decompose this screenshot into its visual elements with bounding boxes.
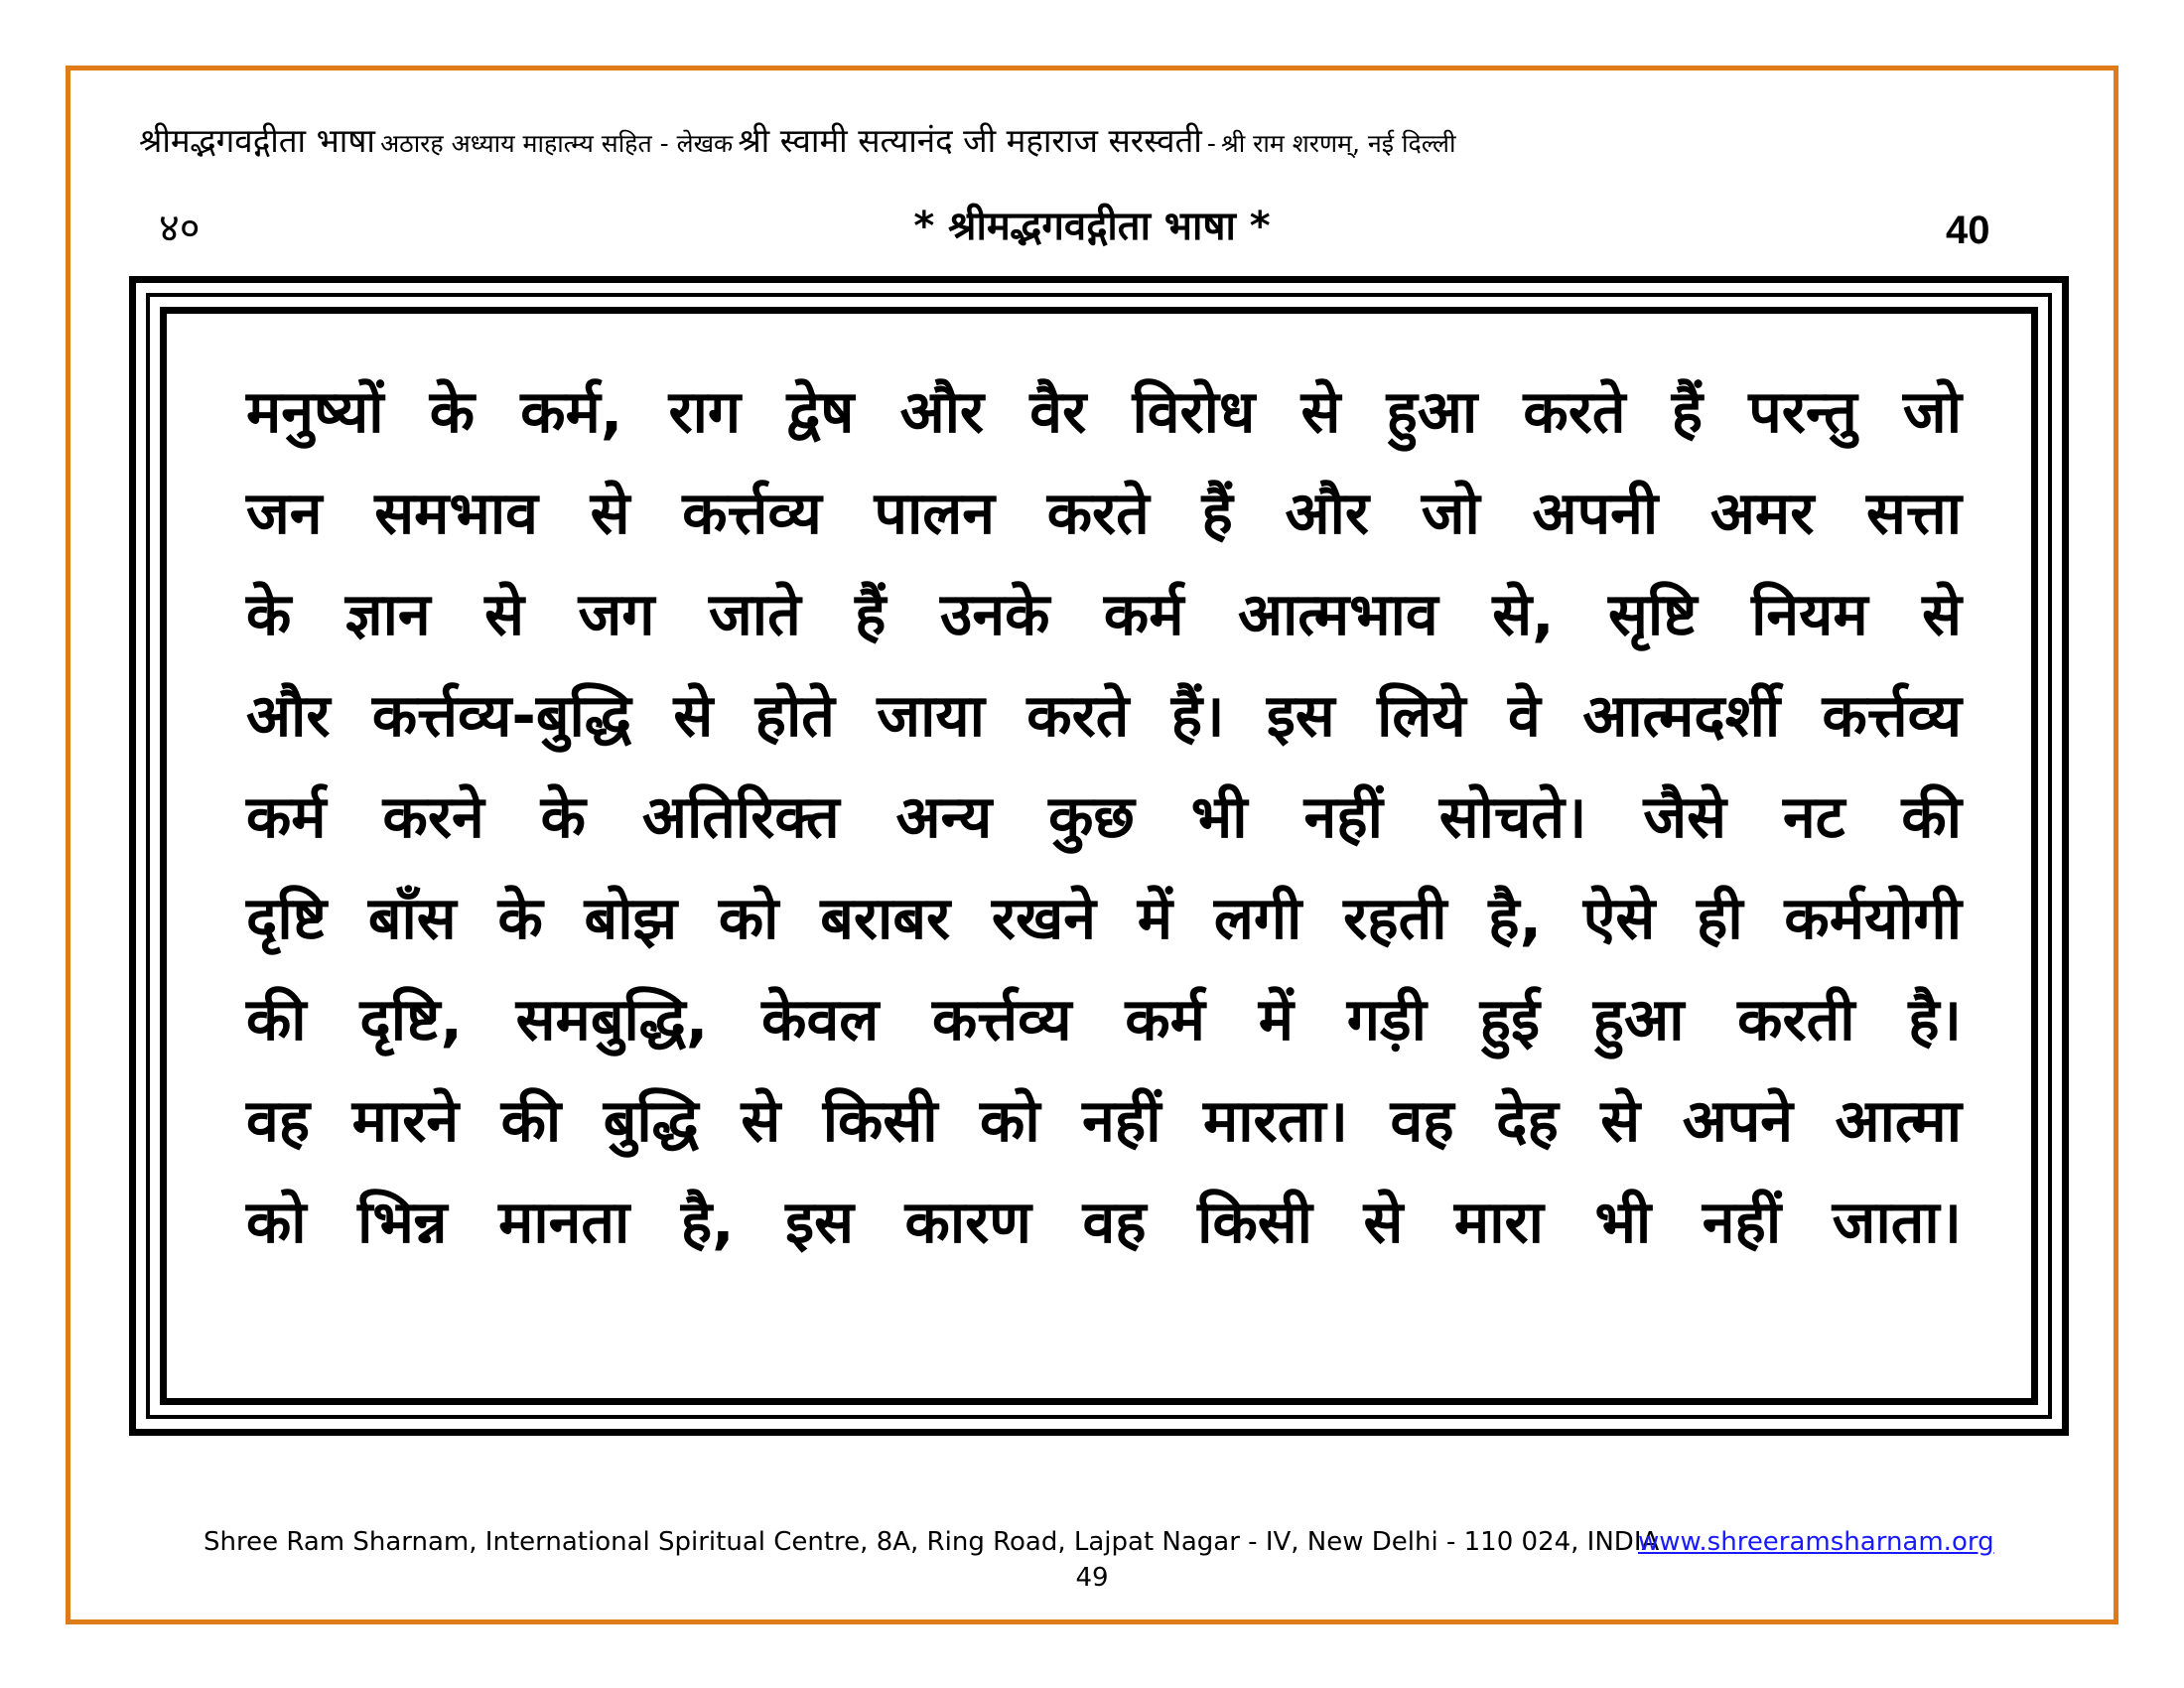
- passage-border-outer: [129, 276, 2069, 1436]
- header-author: श्री स्वामी सत्यानंद जी महाराज सरस्वती: [738, 121, 1202, 160]
- header-title-main: श्रीमद्भगवद्गीता भाषा: [139, 121, 375, 160]
- footer-page-number: 49: [1075, 1563, 1109, 1593]
- passage-line: वह मारने की बुद्धि से किसी को नहीं मारता। वह देह से अपने आत्मा: [246, 1086, 1962, 1155]
- page-title: * श्रीमद्भगवद्गीता भाषा *: [913, 204, 1271, 249]
- passage-border-inner: [160, 307, 2038, 1405]
- passage-line: मनुष्यों के कर्म, राग द्वेष और वैर विरोध से हुआ करते हैं परन्तु जो: [246, 377, 1962, 446]
- page-number-devanagari: ४०: [159, 206, 201, 251]
- passage-line: दृष्टि बाँस के बोझ को बराबर रखने में लगी रहती है, ऐसे ही कर्मयोगी: [246, 884, 1962, 952]
- passage-line: और कर्त्तव्य-बुद्धि से होते जाया करते हैं। इस लिये वे आत्मदर्शी कर्त्तव्य: [246, 681, 1962, 750]
- header-publisher: श्री राम शरणम्, नई दिल्ली: [1221, 129, 1456, 158]
- footer-website-link[interactable]: www.shreeramsharnam.org: [1638, 1527, 1994, 1557]
- passage-text: [246, 361, 1962, 1273]
- passage-line: को भिन्न मानता है, इस कारण वह किसी से मारा भी नहीं जाता।: [246, 1188, 1962, 1256]
- passage-line: की दृष्टि, समबुद्धि, केवल कर्त्तव्य कर्म में गड़ी हुई हुआ करती है।: [246, 985, 1962, 1054]
- passage-line: जन समभाव से कर्त्तव्य पालन करते हैं और जो अपनी अमर सत्ता: [246, 479, 1962, 547]
- header-title-sub: अठारह अध्याय माहात्म्य सहित - लेखक: [380, 129, 734, 158]
- header-line: [139, 117, 2085, 177]
- passage-border-middle: [146, 293, 2052, 1419]
- passage-line: कर्म करने के अतिरिक्त अन्य कुछ भी नहीं सोचते। जैसे नट की: [246, 782, 1962, 851]
- passage-line: के ज्ञान से जग जाते हैं उनके कर्म आत्मभाव से, सृष्टि नियम से: [246, 580, 1962, 648]
- page-number-arabic: 40: [1946, 209, 1990, 252]
- footer-address: Shree Ram Sharnam, International Spiritual Centre, 8A, Ring Road, Lajpat Nagar - IV, New Delhi - 110 024, INDIA: [204, 1527, 1660, 1557]
- header-separator: -: [1206, 129, 1216, 158]
